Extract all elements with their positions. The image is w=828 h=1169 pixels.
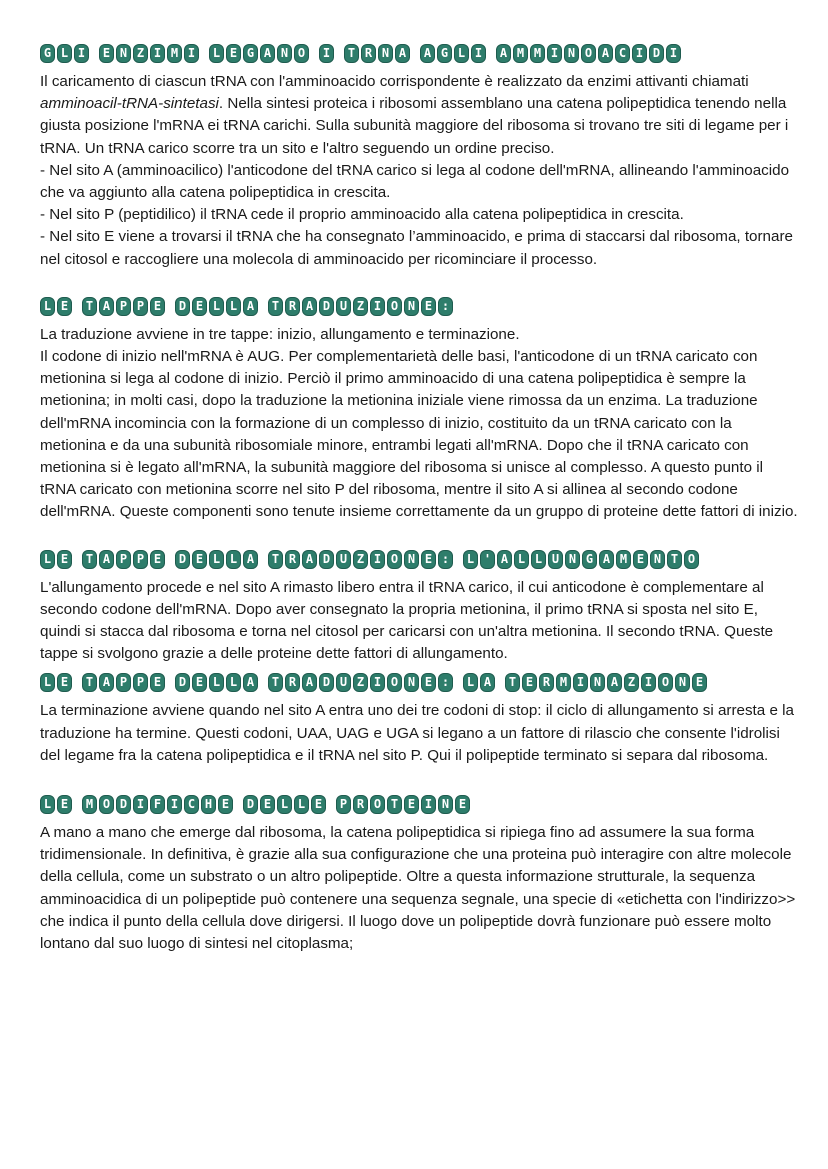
heading-letter: Z	[353, 297, 368, 316]
paragraph: - Nel sito P (peptidilico) il tRNA cede il proprio amminoacido alla catena polipeptidica in crescita.	[40, 206, 684, 224]
heading-letter: A	[497, 550, 512, 569]
heading-letter: U	[336, 297, 351, 316]
heading-letter	[455, 673, 461, 692]
heading-letter: L	[531, 550, 546, 569]
heading-letter: R	[361, 44, 376, 63]
heading-letter: L	[209, 673, 224, 692]
heading-letter: L	[226, 550, 241, 569]
heading-letter: E	[57, 297, 72, 316]
heading-letter: M	[616, 550, 631, 569]
heading-letter: A	[420, 44, 435, 63]
heading-letter: T	[82, 550, 97, 569]
heading-letter: D	[319, 297, 334, 316]
heading-letter: L	[226, 297, 241, 316]
heading-letter: :	[438, 297, 453, 316]
heading-letter: O	[99, 795, 114, 814]
heading-letter: F	[150, 795, 165, 814]
heading-letter: D	[175, 297, 190, 316]
heading-letter: N	[650, 550, 665, 569]
heading-letter: E	[421, 297, 436, 316]
heading-letter: O	[658, 673, 673, 692]
heading-letter: L	[463, 673, 478, 692]
heading-letter: G	[243, 44, 258, 63]
heading-letter: I	[421, 795, 436, 814]
heading-letter	[74, 795, 80, 814]
heading-letter: O	[581, 44, 596, 63]
heading-letter: E	[192, 297, 207, 316]
section-heading	[40, 297, 798, 316]
heading-letter	[260, 550, 266, 569]
heading-letter: N	[565, 550, 580, 569]
heading-letter: I	[370, 297, 385, 316]
heading-letter: E	[57, 795, 72, 814]
italic-term: amminoacil-tRNA-sintetasi	[40, 95, 219, 113]
heading-letter: N	[404, 297, 419, 316]
heading-letter: T	[82, 673, 97, 692]
heading-letter: Z	[133, 44, 148, 63]
heading-letter: H	[201, 795, 216, 814]
heading-letter: A	[243, 673, 258, 692]
heading-letter: N	[277, 44, 292, 63]
heading-letter: N	[116, 44, 131, 63]
paragraph: Il codone di inizio nell'mRNA è AUG. Per complementarietà delle basi, l'anticodone di un tRNA caricato con metionina si lega al codone di inizio. Perciò il primo amminoacido di una catena polipeptidica è sempre la metionina; in molti casi, dopo la traduzione la metionina iniziale viene rimossa da un enzima. La traduzione dell'mRNA incomincia con la formazione di un complesso di inizio, costituito da un tRNA caricato con la metionina e da una subunità ribosomiale minore, entrambi legati all'mRNA. Dopo che il tRNA caricato con metionina si è legato all'mRNA, la subunità maggiore del ribosoma si unisce al complesso. A questo punto il tRNA caricato con metionina scorre nel sito P del ribosoma, mentre il sito A si allinea al secondo codone dell'mRNA. Queste componenti sono tenute insieme correttamente da un gruppo di proteine dette fattori di inizio.	[40, 348, 798, 521]
heading-letter: A	[99, 297, 114, 316]
heading-letter: T	[268, 550, 283, 569]
heading-letter: A	[260, 44, 275, 63]
heading-letter: G	[582, 550, 597, 569]
heading-letter: L	[209, 297, 224, 316]
heading-letter: I	[370, 550, 385, 569]
heading-letter: '	[480, 550, 495, 569]
heading-letter: A	[302, 673, 317, 692]
paragraph: La terminazione avviene quando nel sito A entra uno dei tre codoni di stop: il ciclo di allungamento si arresta e la traduzione ha termine. Questi codoni, UAA, UAG e UGA si legano a un fattore di rilascio che consente l'idrolisi del legame fra la catena polipeptidica e il tRNA nel sito P. Qui il polipeptide terminato si separa dal ribosoma.	[40, 702, 794, 764]
heading-letter: I	[133, 795, 148, 814]
heading-letter: I	[370, 673, 385, 692]
heading-letter: E	[192, 550, 207, 569]
heading-letter: Z	[353, 673, 368, 692]
heading-letter	[412, 44, 418, 63]
heading-letter: U	[336, 550, 351, 569]
heading-letter: P	[133, 673, 148, 692]
heading-letter: E	[226, 44, 241, 63]
heading-letter: T	[505, 673, 520, 692]
heading-letter: I	[167, 795, 182, 814]
heading-letter: I	[641, 673, 656, 692]
heading-letter: D	[649, 44, 664, 63]
heading-letter: A	[607, 673, 622, 692]
heading-letter: E	[99, 44, 114, 63]
heading-letter: N	[675, 673, 690, 692]
heading-letter: T	[667, 550, 682, 569]
heading-letter	[74, 673, 80, 692]
heading-letter: N	[404, 673, 419, 692]
heading-letter: L	[40, 795, 55, 814]
heading-letter	[167, 550, 173, 569]
heading-letter: A	[395, 44, 410, 63]
heading-letter: L	[294, 795, 309, 814]
heading-letter: E	[150, 550, 165, 569]
heading-letter	[336, 44, 342, 63]
heading-letter: P	[116, 673, 131, 692]
heading-letter: O	[294, 44, 309, 63]
heading-letter	[91, 44, 97, 63]
heading-letter	[235, 795, 241, 814]
heading-letter: L	[454, 44, 469, 63]
heading-letter: G	[437, 44, 452, 63]
heading-letter: E	[150, 297, 165, 316]
heading-letter: O	[370, 795, 385, 814]
heading-letter: R	[285, 297, 300, 316]
heading-letter	[74, 297, 80, 316]
heading-letter: I	[184, 44, 199, 63]
section-tappe	[40, 297, 798, 524]
paragraph: L'allungamento procede e nel sito A rimasto libero entra il tRNA carico, il cui anticodone è complementare al secondo codone dell'mRNA. Dopo aver consegnato la propria metionina, il primo tRNA si sposta nel sito E, quindi si stacca dal ribosoma e torna nel citosol per caricarsi con un'altra metionina. Il secondo tRNA. Queste tappe si svolgono grazie a delle proteine dette fattori di allungamento.	[40, 578, 774, 663]
heading-letter: E	[421, 550, 436, 569]
heading-letter: E	[192, 673, 207, 692]
heading-letter: I	[547, 44, 562, 63]
heading-letter: N	[564, 44, 579, 63]
heading-letter: R	[353, 795, 368, 814]
heading-letter: O	[387, 673, 402, 692]
heading-letter: D	[319, 550, 334, 569]
heading-letter: A	[99, 673, 114, 692]
heading-letter: I	[573, 673, 588, 692]
paragraph: - Nel sito A (amminoacilico) l'anticodone del tRNA carico si lega al codone dell'mRNA, allineando l'amminoacido che va aggiunto alla catena polipeptidica in crescita.	[40, 161, 790, 202]
heading-letter	[328, 795, 334, 814]
heading-letter: L	[40, 673, 55, 692]
section-heading	[40, 673, 798, 692]
heading-letter: U	[336, 673, 351, 692]
heading-letter: O	[387, 297, 402, 316]
heading-letter	[488, 44, 494, 63]
heading-letter: P	[336, 795, 351, 814]
heading-letter: P	[133, 550, 148, 569]
heading-letter: M	[530, 44, 545, 63]
heading-letter: M	[167, 44, 182, 63]
heading-letter: L	[463, 550, 478, 569]
section-heading	[40, 550, 798, 569]
heading-letter: A	[302, 550, 317, 569]
paragraph: Il caricamento di ciascun tRNA con l'amminoacido corrispondente è realizzato da enzimi attivanti chiamati amminoacil-tRNA-sintetasi. Nella sintesi proteica i ribosomi assemblano una catena polipeptidica tenendo nella giusta posizione l'mRNA ei tRNA carichi. Sulla subunità maggiore del ribosoma si trovano tre siti di legame per i tRNA. Un tRNA carico scorre tra un sito e l'altro seguendo un ordine preciso.	[40, 73, 789, 157]
heading-letter: E	[455, 795, 470, 814]
heading-letter: L	[277, 795, 292, 814]
heading-letter: I	[150, 44, 165, 63]
heading-letter: G	[40, 44, 55, 63]
heading-letter: M	[556, 673, 571, 692]
heading-letter: P	[116, 550, 131, 569]
heading-letter: L	[40, 297, 55, 316]
heading-letter: E	[421, 673, 436, 692]
heading-letter: I	[632, 44, 647, 63]
heading-letter: N	[378, 44, 393, 63]
heading-letter: N	[590, 673, 605, 692]
heading-letter	[497, 673, 503, 692]
heading-letter: L	[209, 44, 224, 63]
heading-letter: T	[344, 44, 359, 63]
heading-letter	[455, 550, 461, 569]
heading-letter: A	[496, 44, 511, 63]
heading-letter: C	[615, 44, 630, 63]
heading-letter: L	[514, 550, 529, 569]
section-terminazione	[40, 673, 798, 767]
heading-letter: L	[209, 550, 224, 569]
paragraph: A mano a mano che emerge dal ribosoma, la catena polipeptidica si ripiega fino ad assumere la sua forma tridimensionale. In definitiva, è grazie alla sua configurazione che una proteina può interagire con altre molecole della cellula, come un substrato o un altro polipeptide. Oltre a questa informazione strutturale, la sequenza amminoacidica di un polipeptide può contenere una sequenza segnale, una specie di «etichetta con l'indirizzo>> che indica il punto della cellula dove dirigersi. Il luogo dove un polipeptide dovrà funzionare può essere molto lontano dal suo luogo di sintesi nel citoplasma;	[40, 824, 796, 953]
section-heading	[40, 44, 798, 63]
heading-letter: O	[387, 550, 402, 569]
heading-letter: N	[404, 550, 419, 569]
heading-letter: D	[175, 673, 190, 692]
heading-letter: E	[404, 795, 419, 814]
heading-letter: Z	[624, 673, 639, 692]
section-enzimi	[40, 44, 798, 271]
heading-letter: D	[243, 795, 258, 814]
heading-letter: M	[82, 795, 97, 814]
heading-letter	[74, 550, 80, 569]
heading-letter: E	[57, 550, 72, 569]
heading-letter: R	[539, 673, 554, 692]
heading-letter: A	[243, 297, 258, 316]
heading-letter: E	[218, 795, 233, 814]
heading-letter: D	[116, 795, 131, 814]
section-allungamento	[40, 550, 798, 666]
heading-letter	[201, 44, 207, 63]
heading-letter: A	[243, 550, 258, 569]
heading-letter: E	[260, 795, 275, 814]
paragraph: - Nel sito E viene a trovarsi il tRNA che ha consegnato l’amminoacido, e prima di staccarsi dal ribosoma, tornare nel citosol e raccogliere una molecola di amminoacido per ricominciare il processo.	[40, 228, 793, 268]
heading-letter: E	[57, 673, 72, 692]
heading-letter: L	[57, 44, 72, 63]
heading-letter: A	[598, 44, 613, 63]
heading-letter: A	[302, 297, 317, 316]
heading-letter	[311, 44, 317, 63]
heading-letter: C	[184, 795, 199, 814]
heading-letter: I	[666, 44, 681, 63]
heading-letter	[260, 673, 266, 692]
paragraph: La traduzione avviene in tre tappe: inizio, allungamento e terminazione.	[40, 325, 520, 343]
heading-letter: P	[116, 297, 131, 316]
heading-letter: T	[82, 297, 97, 316]
heading-letter: M	[513, 44, 528, 63]
section-modifiche	[40, 795, 798, 955]
heading-letter: N	[438, 795, 453, 814]
heading-letter: I	[471, 44, 486, 63]
heading-letter: E	[522, 673, 537, 692]
heading-letter: E	[150, 673, 165, 692]
heading-letter: T	[387, 795, 402, 814]
heading-letter: P	[133, 297, 148, 316]
heading-letter: D	[175, 550, 190, 569]
heading-letter: A	[99, 550, 114, 569]
heading-letter	[260, 297, 266, 316]
heading-letter: L	[226, 673, 241, 692]
heading-letter: I	[319, 44, 334, 63]
heading-letter: :	[438, 550, 453, 569]
heading-letter: Z	[353, 550, 368, 569]
heading-letter: I	[74, 44, 89, 63]
section-heading	[40, 795, 798, 814]
heading-letter	[167, 297, 173, 316]
heading-letter: U	[548, 550, 563, 569]
heading-letter: A	[599, 550, 614, 569]
heading-letter: O	[684, 550, 699, 569]
heading-letter: E	[692, 673, 707, 692]
heading-letter: R	[285, 550, 300, 569]
heading-letter: L	[40, 550, 55, 569]
heading-letter	[167, 673, 173, 692]
heading-letter: T	[268, 297, 283, 316]
heading-letter: D	[319, 673, 334, 692]
heading-letter: E	[311, 795, 326, 814]
document-page	[40, 44, 798, 981]
heading-letter: R	[285, 673, 300, 692]
heading-letter: T	[268, 673, 283, 692]
heading-letter: A	[480, 673, 495, 692]
heading-letter: :	[438, 673, 453, 692]
heading-letter: E	[633, 550, 648, 569]
